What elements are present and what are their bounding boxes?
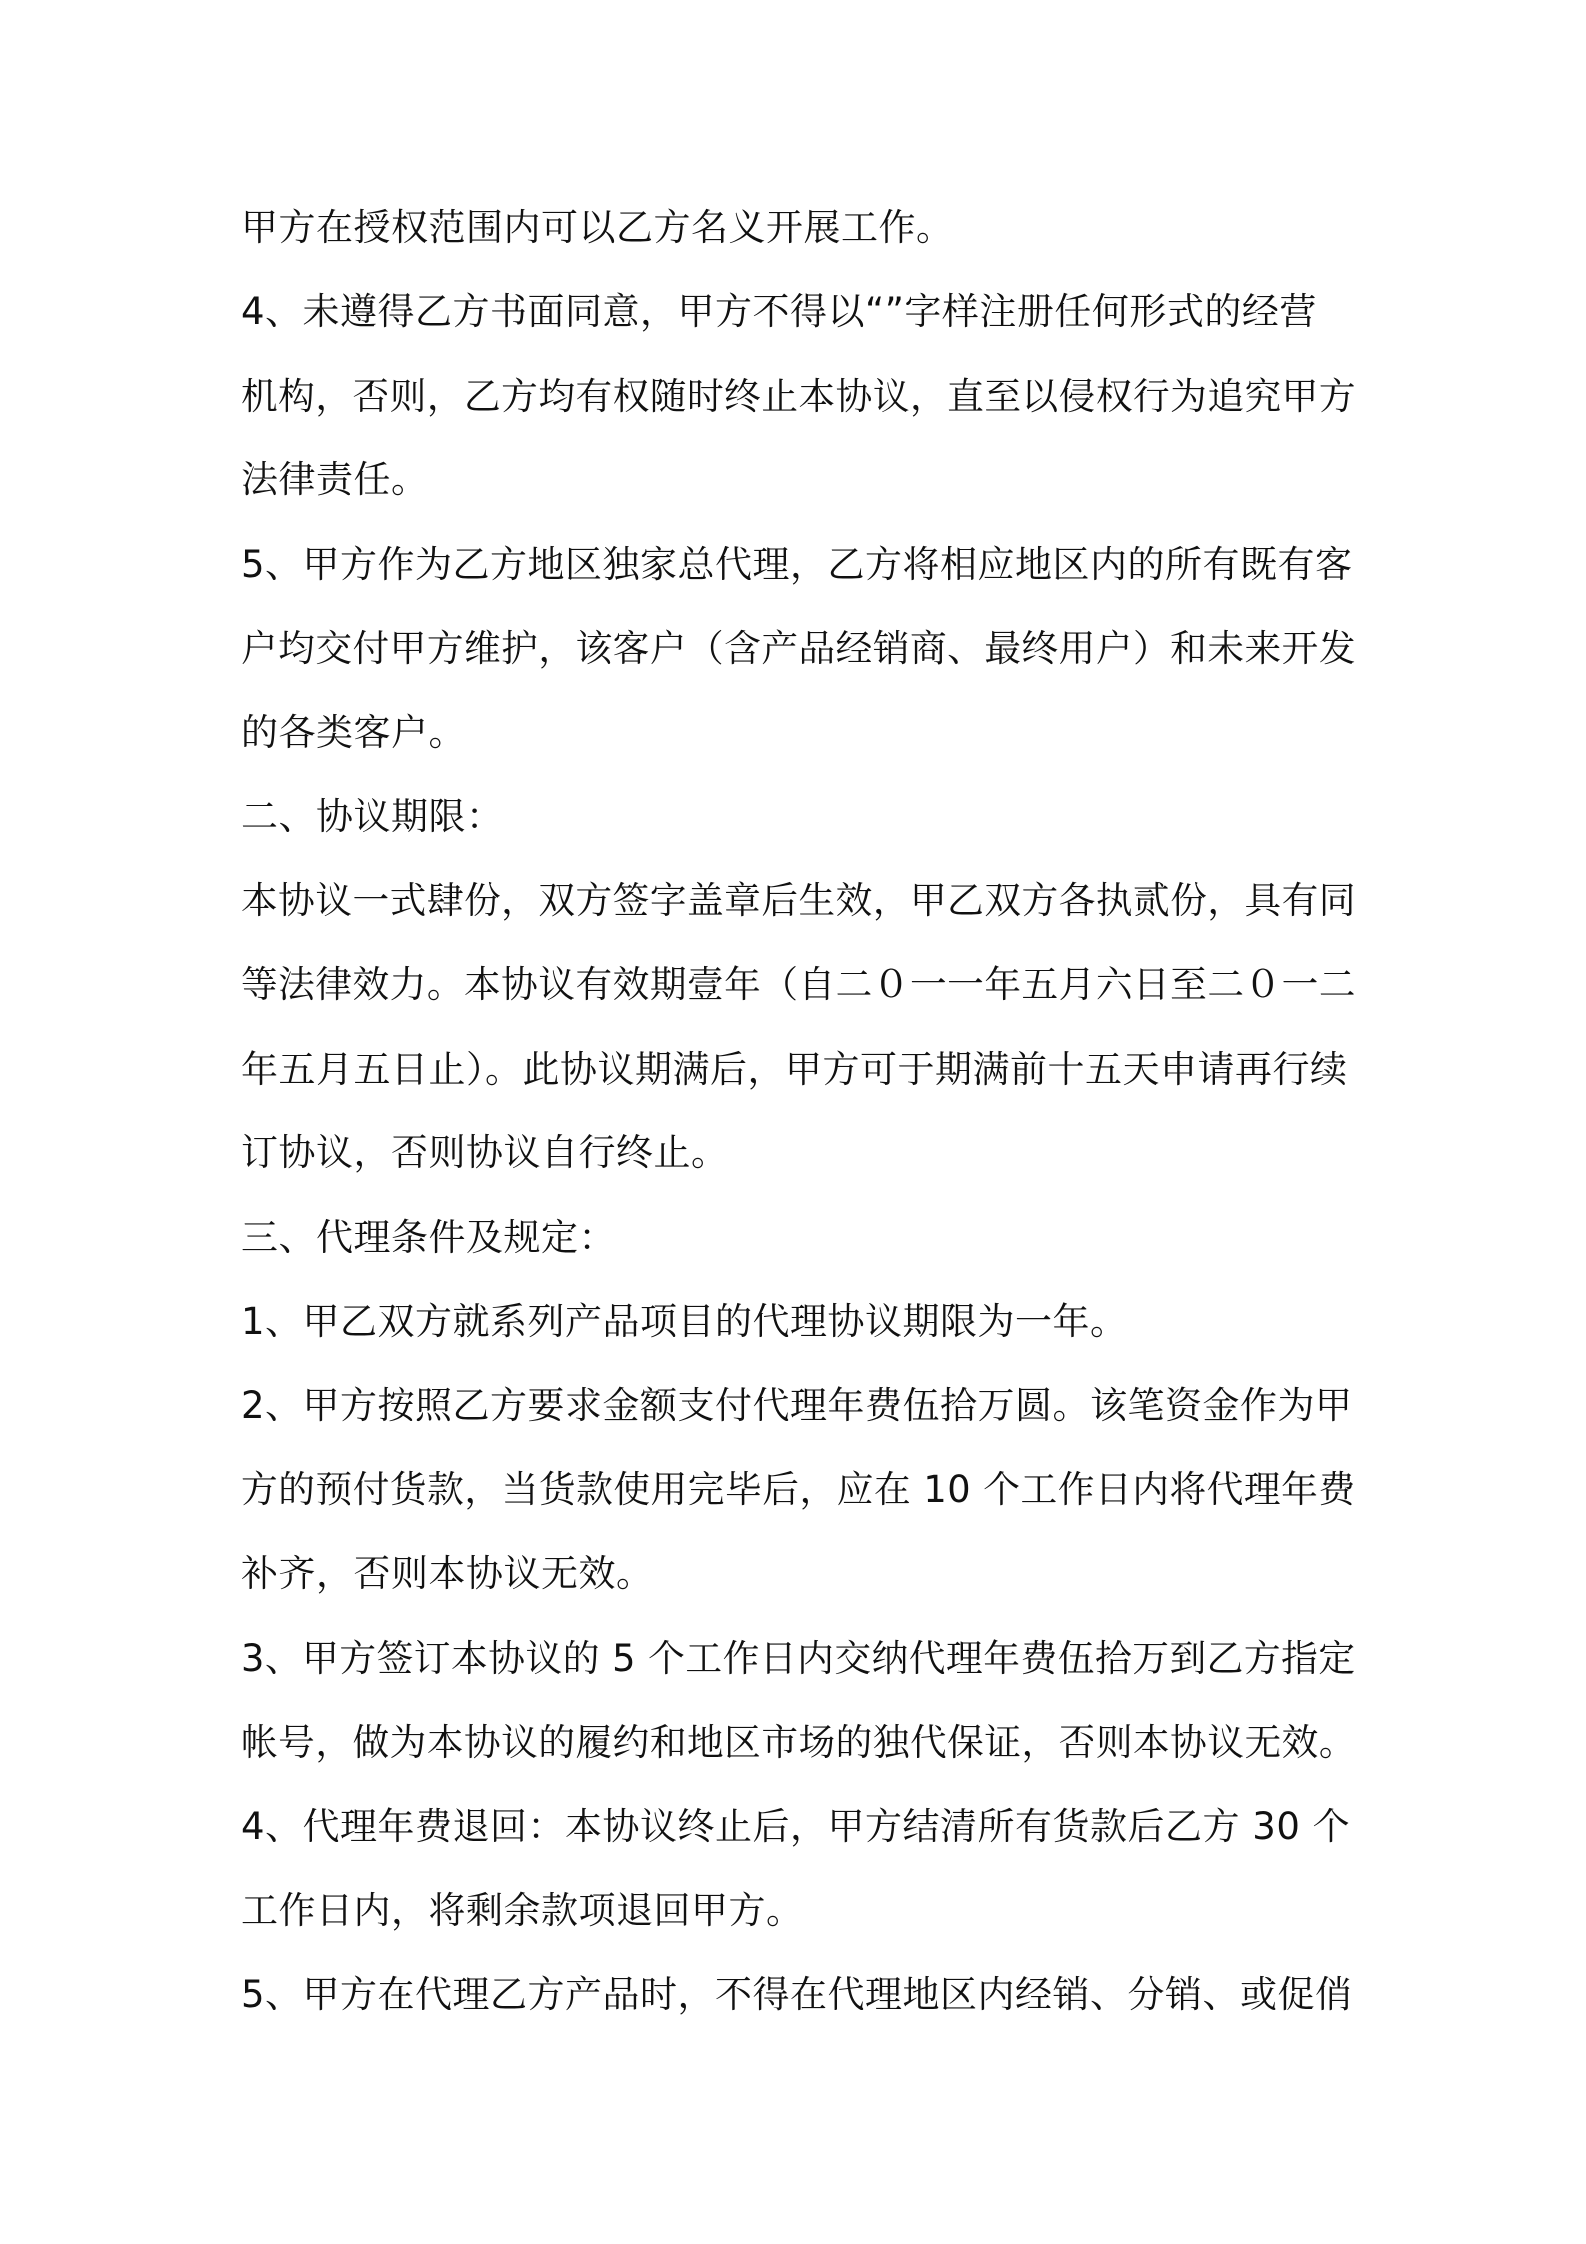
text-line: 4、未遵得乙方书面同意，甲方不得以“”字样注册任何形式的经营: [241, 290, 1317, 333]
text-line: 法律责任。: [241, 458, 429, 501]
text-line: 的各类客户。: [241, 711, 466, 754]
text-line: 3、甲方签订本协议的 5 个工作日内交纳代理年费伍拾万到乙方指定: [241, 1637, 1356, 1680]
text-line: 补齐，否则本协议无效。: [241, 1552, 654, 1595]
text-line: 甲方在授权范围内可以乙方名义开展工作。: [241, 206, 954, 249]
text-line: 2、甲方按照乙方要求金额支付代理年费伍拾万圆。该笔资金作为甲: [241, 1384, 1353, 1427]
text-line: 方的预付货款，当货款使用完毕后，应在 10 个工作日内将代理年费: [241, 1468, 1356, 1511]
text-line: 5、甲方在代理乙方产品时，不得在代理地区内经销、分销、或促俏: [241, 1973, 1353, 2016]
text-line: 订协议，否则协议自行终止。: [241, 1131, 729, 1174]
text-line: 1、甲乙双方就系列产品项目的代理协议期限为一年。: [241, 1300, 1128, 1343]
text-line: 本协议一式肆份，双方签字盖章后生效，甲乙双方各执贰份，具有同: [241, 879, 1356, 922]
text-line: 4、代理年费退回：本协议终止后，甲方结清所有货款后乙方 30 个: [241, 1805, 1351, 1848]
text-line: 工作日内，将剩余款项退回甲方。: [241, 1889, 804, 1932]
section-heading: 二、协议期限：: [241, 795, 504, 838]
section-heading: 三、代理条件及规定：: [241, 1216, 616, 1259]
text-line: 机构，否则，乙方均有权随时终止本协议，直至以侵权行为追究甲方: [241, 375, 1356, 418]
text-line: 帐号，做为本协议的履约和地区市场的独代保证，否则本协议无效。: [241, 1721, 1356, 1764]
text-line: 5、甲方作为乙方地区独家总代理，乙方将相应地区内的所有既有客: [241, 543, 1353, 586]
text-line: 等法律效力。本协议有效期壹年（自二０一一年五月六日至二０一二: [241, 963, 1356, 1006]
text-line: 户均交付甲方维护，该客户（含产品经销商、最终用户）和未来开发: [241, 627, 1356, 670]
text-line: 年五月五日止）。此协议期满后，甲方可于期满前十五天申请再行续: [241, 1048, 1348, 1091]
